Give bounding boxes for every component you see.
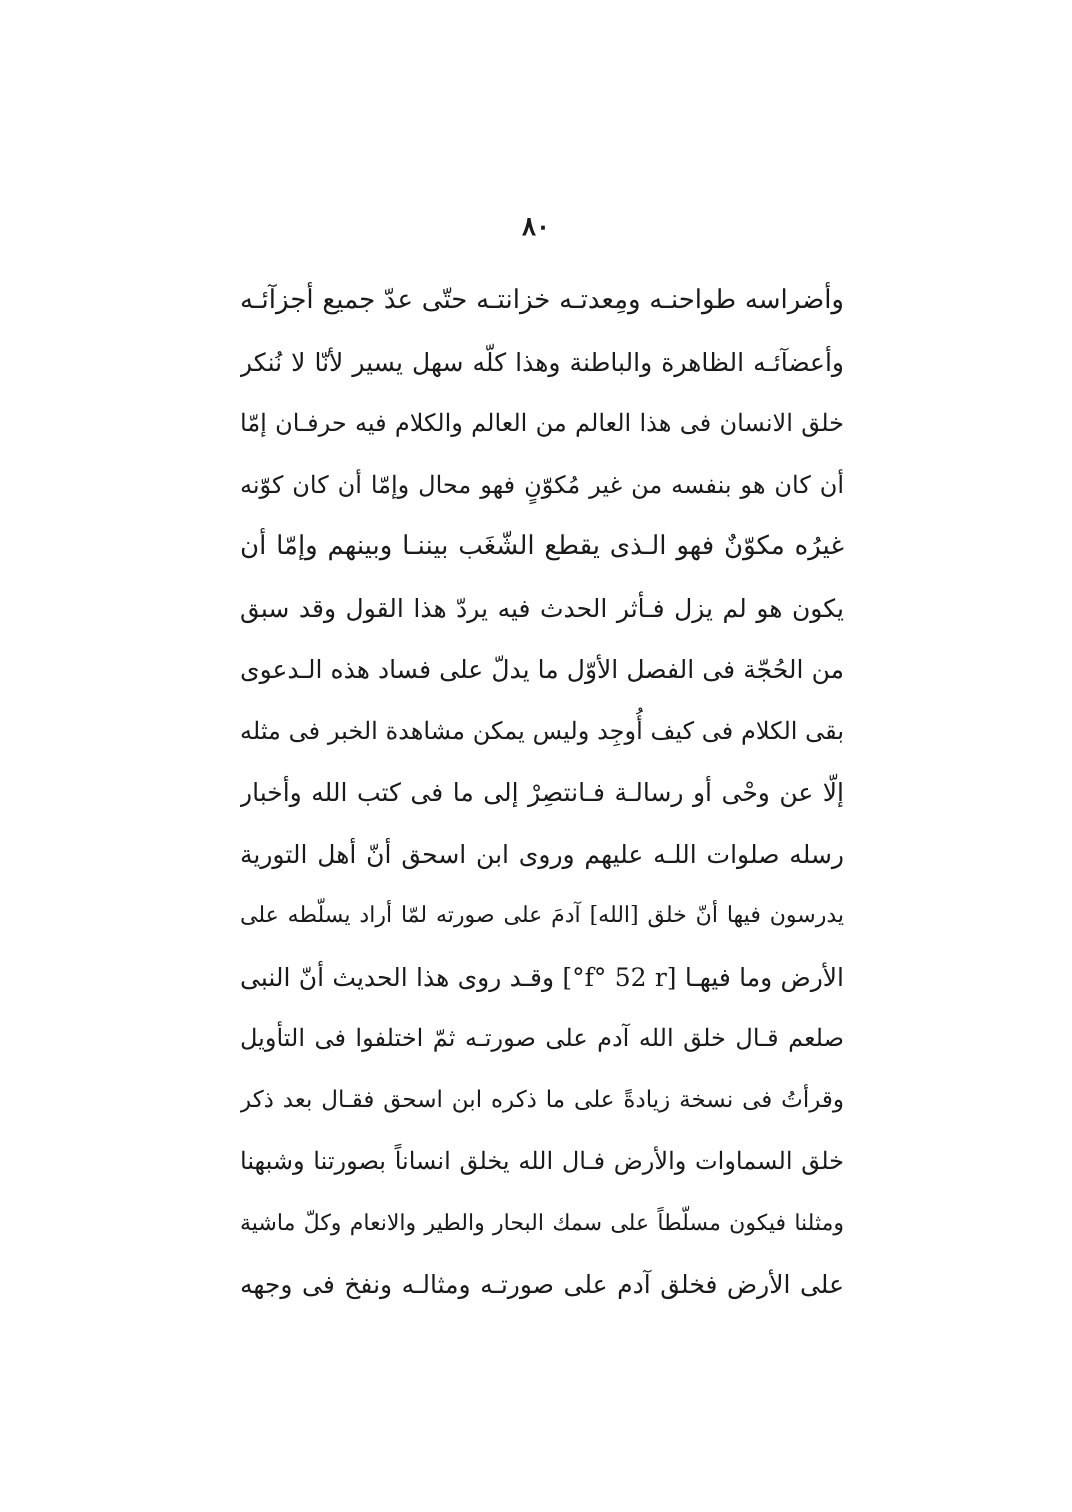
text-line-7: من الحُجّة فى الفصل الأوّل ما يدلّ على فساد هذه الـدعوى [240, 655, 844, 684]
text-line-15: خلق السماوات والأرض فـال الله يخلق انساناً بصورتنا وشبهنا [240, 1147, 844, 1175]
text-line-12: الأرض وما فيهـا [f° 52 r°] وقـد روى هذا الحديث أنّ النبى [240, 962, 844, 992]
text-line-10: رسله صلوات اللـه عليهم وروى ابن اسحق أنّ أهل التورية [240, 839, 844, 869]
text-line-4: أن كان هو بنفسه من غير مُكوّنٍ فهو محال وإمّا أن كان كوّنه [240, 470, 844, 499]
page-number: ٨٠ [522, 212, 550, 242]
text-line-16: ومثلنا فيكون مسلّطاً على سمك البحار والطير والانعام وكلّ ماشية [240, 1210, 844, 1236]
text-line-8: بقى الكلام فى كيف أُوجِد وليس يمكن مشاهدة الخبر فى مثله [240, 716, 844, 745]
body-text [240, 270, 844, 1316]
text-line-2: وأعضآئـه الظاهرة والباطنة وهذا كلّه سهل يسير لأنّا لا نُنكر [240, 347, 844, 377]
text-line-9: إلّا عن وحْى أو رسالـة فـانتصِرْ إلى ما فى كتب الله وأخبار [240, 778, 844, 807]
text-line-5: غيرُه مكوّنٌ فهو الـذى يقطع الشّغَب بيننـا وبينهم وإمّا أن [240, 531, 844, 561]
text-line-1: وأضراسه طواحنـه ومِعدتـه خزانتـه حتّى عدّ جميع أجزآئـه [240, 285, 844, 315]
text-line-11: يدرسون فيها أنّ خلق [الله] آدمَ على صورته لمّا أراد يسلّطه على [240, 903, 844, 928]
text-line-17: على الأرض فخلق آدم على صورتـه ومثالـه ونفخ فى وجهه [240, 1270, 844, 1299]
text-line-3: خلق الانسان فى هذا العالم من العالم والكلام فيه حرفـان إمّا [240, 409, 844, 437]
text-line-13: صلعم قـال خلق الله آدم على صورتـه ثمّ اختلفوا فى التأويل [240, 1024, 844, 1052]
text-line-14: وقرأتُ فى نسخة زيادةً على ما ذكره ابن اسحق فقـال بعد ذكر [240, 1086, 844, 1113]
text-line-6: يكون هو لم يزل فـأثر الحدث فيه يردّ هذا القول وقد سبق [240, 593, 844, 623]
